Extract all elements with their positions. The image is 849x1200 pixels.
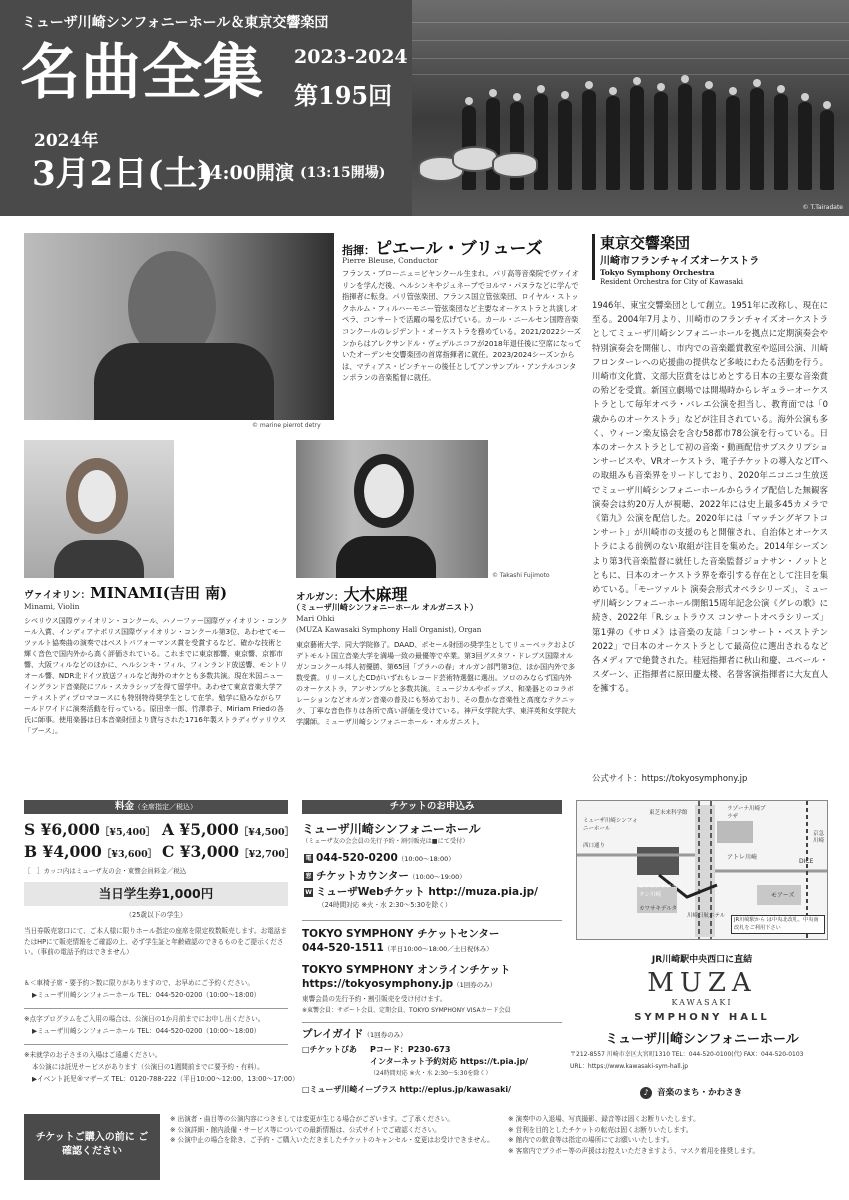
price-s-member: ［¥5,400］ [99,827,156,838]
student-desc: 当日券販売窓口にて、ご本人様に限りホール指定の座席を限定枚数販売します。お電話またはHPにて販売情報をご確認の上、必ず学生証と年齢確認のできるものをご提示ください。（事前の電話予約はできません） [24,927,287,956]
playguide-note: （1回券のみ） [363,1031,407,1039]
pricing-header [24,800,288,814]
violinist-heading [24,582,227,603]
violinist-name: MINAMI(吉田 南) [90,584,228,602]
price-c-member: ［¥2,700］ [239,849,295,860]
access-text: JR川崎駅中央西口に直結 [651,955,753,965]
map-label-keikyu: 京急川崎 [813,831,825,844]
violinist-bio: シベリウス国際ヴァイオリン・コンクール、ハノーファー国際ヴァイオリン・コンクール入賞、インディアナポリス国際ヴァイオリン・コンクール第3位、あわせてモーツァルト協奏曲の演奏ではベストパフォーマンス賞を受賞するなど、確かな技術と輝く音色で国内外から高く評価されている。これまでに東京都響、東京響、京都市響、大阪フィルなどのほかに、ヘルシンキ・フィル、フィンランド放送響、モントリオール響、NDR北ドイツ放送フィルなど海外のオケとも多数共演。現在米国ニューイングランド音楽院にフル・スカラシップを得て留学中。あわせて東京音楽大学アーティストディプロマコースにも特別特待奨学生として在学。勉学に励みながらワールドワイドに演奏活動を行っている。原田幸一郎、竹澤恭子、Miriam Friedの各氏に師事。使用楽器は日本音楽財団より貸与された1716年製ストラディヴァリウス「ブース」。 [24,617,288,735]
kids-tel: ▶イベント託児®マザーズ TEL：0120-788-222（平日10:00～12:00、13:00～17:00） [32,1075,299,1083]
header-banner [0,0,849,216]
tso-note-2: ※東響会員：サポート会員、定期会員、TOKYO SYMPHONY VISAカード会員 [302,1007,511,1014]
map-label-nikko: 川崎日航ホテル [687,913,726,919]
price-a-member: ［¥4,500］ [238,827,295,838]
pia-label: □チケットぴあ [302,1045,357,1054]
price-a [162,820,294,839]
wheelchair-icon: ♿ [24,979,30,987]
muza-tel-hours: （10:00～18:00） [397,855,455,863]
price-c-label: C ¥3,000 [162,842,240,861]
footer-note-right-4: ※ 客席内でブラボー等の声援はお控えいただきますよう、マスク着用を推奨します。 [508,1146,760,1155]
tickets-divider-1 [302,920,562,921]
map-label-mores: モアーズ [771,892,795,899]
muza-tel-number: 044-520-0200 [316,852,398,864]
student-box [24,882,288,906]
conductor-role: 指揮： [342,244,375,257]
map-label-dice: DICE [799,858,814,865]
concert-title: 名曲全集 [20,38,264,108]
pricing-title: 料金 [114,801,134,812]
map-label-lazona: ラゾーナ川崎プラザ [727,806,766,820]
footer-notes-right [508,1114,828,1156]
footer-notes-left [170,1114,500,1146]
music-note-icon: ♪ [640,1087,652,1099]
muza-web-note: （24時間対応 ※火・水 2:30～5:30を除く） [318,901,452,909]
ticket-counter [304,868,466,883]
tso-tel[interactable] [302,942,493,954]
price-b-member: ［¥3,600］ [101,849,158,860]
venue-logo: MUZA [647,968,757,998]
phone-icon: 電 [305,855,312,862]
price-b-label: B ¥4,000 [24,842,102,861]
map-label-toshiba: 東芝未来科学館 [649,810,688,816]
tso-url-link: https://tokyosymphony.jp [302,978,454,990]
concert-time: 14:00開演 [196,162,294,184]
orchestra-subtitle-en: Resident Orchestra for City of Kawasaki [600,278,744,286]
tso-url[interactable] [302,978,496,990]
pia-online[interactable]: インターネット予約対応 https://t.pia.jp/ [370,1057,529,1066]
pricing-note: （全席指定／税込） [134,803,197,811]
map-label-hotel-metro: ホテルメトロポリタン川崎 [639,884,683,898]
violinist-role: ヴァイオリン： [24,590,91,601]
orchestra-subtitle: 川崎市フランチャイズオーケストラ [600,256,760,267]
braille-tel: ▶ミューザ川崎シンフォニーホール TEL：044-520-0200（10:00～18:00） [32,1027,261,1035]
presenter-subtitle: ミューザ川崎シンフォニーホール＆東京交響楽団 [22,15,329,31]
muza-box-office: ミューザ川崎シンフォニーホール [302,822,481,836]
eplus-label[interactable]: □ミューザ川崎イープラス http://eplus.jp/kawasaki/ [302,1085,512,1094]
footer-note-right-1: ※ 演奏中の入退場、写真撮影、録音等は固くお断りいたします。 [508,1115,700,1123]
map-label-west-street: 西口通り [583,843,606,849]
city-badge [640,1080,742,1099]
organist-photo [296,440,488,578]
venue-logo-sub: KAWASAKI [671,998,733,1007]
member-price-note: ［ ］カッコ内はミューザ友の会・東響会員料金／税込 [24,867,187,875]
venue-url[interactable]: URL：https://www.kawasaki-sym-hall.jp [570,1063,689,1070]
edition-label: 第195回 [294,81,393,110]
footer-note-left-2: ※ 公演詳細・館内設備・サービス等についての最新情報は、公式サイトでご確認ください。 [170,1125,441,1134]
orchestra-bio: 1946年、東宝交響楽団として創立。1951年に改称し、現在に至る。2004年7月より、川崎市のフランチャイズオーケストラとしてミューザ川崎シンフォニーホールを拠点に定期演奏会や特別演奏会を開催し、市内での音楽鑑賞教室や巡回公演、川崎フロンターレへの応援曲の提供など多岐にわたる活動を行う。川崎市文化賞、文部大臣賞をはじめとする日本の主要な音楽賞の殆どを受賞。新国立劇場では開場時からレギュラーオーケストラとして毎年オペラ・バレエ公演を担当し、教育面では「0歳からのオーケストラ」などが注目されている。海外公演も多く、ウィーン楽友協会を含む58都市78公演を行っている。日本のオーケストラとして初の音楽・動画配信サブスクリプションサービスや、VRオーケストラ、電子チケットの導入などITへの取組みも音楽界をリードしており、2020年ニコニコ生放送でミューザ川崎シンフォニーホールからライブ配信した無観客演奏会は約20万人が視聴、2022年には史上最多45カメラで《第九》公演を配信した。2020年には「マッチングギフトコンサート」が川崎市の支援のもと開催され、自治体とオーケストラによる前例のない取組が注目を集めた。2014年シーズンより第3代音楽監督に就任した音楽監督ジョナサン・ノットとともに、日本のオーケストラ界を牽引する存在として注目を集めている。「モーツァルト 演奏会形式オペラシリーズ」、ミューザ川崎シンフォニーホール開館15周年記念公演《グレの歌》に続き、2022年「R.シュトラウス コンサートオペラシリーズ」第1弾の《サロメ》は音楽の友誌「コンサート・ベストテン2022」で日本のオーケストラとして最高位に選出されるなど各メディアで絶賛された。桂冠指揮者に秋山和慶、ユベール・スダーン、正指揮者に原田慶太楼、名誉客演指揮者に大友直人を擁する。 [592,300,828,694]
muza-web-ticket[interactable] [304,884,538,899]
orchestra-name: 東京交響楽団 [600,234,691,252]
conductor-photo [24,233,334,420]
student-subtitle: （25歳以下の学生） [125,911,187,919]
city-slogan: 音楽のまち・かわさき [657,1088,743,1098]
muza-tel[interactable] [304,852,455,864]
season-label: 2023-2024 [294,46,408,68]
ticket-counter-hours: （10:00～19:00） [408,873,466,881]
footer-note-left-3: ※ 公演中止の場合を除き、ご予約・ご購入いただきましたチケットのキャンセル・変更はお受けできません。 [170,1136,494,1144]
concert-date: 3月2日(土) [32,154,214,194]
muza-box-office-note: （ミューザ友の会会員の先行予約・割引販売は■にて受付） [302,838,469,845]
violinist-photo [24,440,174,578]
braille-note: ※点字プログラムをご入用の場合は、公演日の1か月前までにお申し出ください。 [24,1015,265,1023]
venue-name: ミューザ川崎シンフォニーホール [605,1032,799,1047]
kids-desc: 本公演には託児サービスがあります（公演日の1週間前までに要予約・有料）。 [32,1063,264,1071]
pia-code: Pコード：P230-673 [370,1045,451,1054]
ticket-counter-label: チケットカウンター [316,870,409,882]
wheelchair-text: ＜車椅子席・要予約＞数に限りがありますので、お早めにご予約ください。 [29,979,254,987]
price-a-label: A ¥5,000 [162,820,239,839]
conductor-name-en: Pierre Bleuse, Conductor [342,256,439,265]
tso-note-1: 東響会員の先行予約・割引販売を受け付けます。 [302,995,447,1003]
tso-tel-number: 044-520-1511 [302,942,384,954]
orchestra-photo [412,0,849,216]
organist-name: 大木麻理 [343,585,408,604]
student-title: 当日学生券1,000円 [98,886,214,901]
counter-icon: 窓 [305,873,312,880]
orchestra-website[interactable]: 公式サイト：https://tokyosymphony.jp [592,773,748,783]
organist-affiliation: （ミューザ川崎シンフォニーホール オルガニスト） [292,602,478,612]
conductor-name: ピエール・ブリューズ [375,239,543,259]
wheelchair-note [24,978,294,989]
price-c [162,842,294,861]
tso-ticket-center: TOKYO SYMPHONY チケットセンター [302,928,500,940]
venue-logo-sub2: SYMPHONY HALL [634,1012,770,1023]
tso-url-note: （1回券のみ） [453,981,497,989]
muza-web-ticket-label: ミューザWebチケット http://muza.pia.jp/ [316,886,538,898]
organist-bio: 東京藝術大学、同大学院修了。DAAD、ポセール財団の奨学生としてリューベックおよびデトモルト国立音楽大学を満場一致の最優等で卒業。第3回グスタフ・ドレブス国際オルガンコンクール邦人初優勝、第65回「プラハの春」オルガン部門第3位、ほか国内外で多数受賞。リリースしたCDがいずれもレコード芸術特選盤に選出。ソロのみならず国内外のオーケストラ、アンサンブルと多数共演。ミュージカルやポップス、和楽器とのコラボレーションなどオルガン音楽の普及にも努めており、その豊かな音楽性と高度なテクニック、丁寧な音色作りは各所で高い評価を受けている。神戸女学院大学、東洋英和女学院大学講師。ミューザ川崎シンフォニーホール・オルガニスト。 [296,641,576,726]
price-b [24,842,157,861]
wheelchair-tel: ▶ミューザ川崎シンフォニーホール TEL：044-520-0200（10:00～18:00） [32,991,261,999]
tickets-header: チケットのお申込み [302,800,562,814]
map-jr-note: JR川崎駅から は中央北改札、中央南改札をご利用下さい [731,915,825,934]
map-label-delta: カワサキデルタ [639,906,678,912]
footer-note-right-2: ※ 営利を目的としたチケットの転売は固くお断りいたします。 [508,1125,693,1134]
access-map [576,800,828,940]
playguide-heading [302,1026,407,1041]
playguide-label: プレイガイド [302,1028,364,1040]
pricing-divider-2 [24,1044,288,1045]
map-label-muza: ミューザ川崎シンフォニーホール [583,818,638,832]
tso-tel-hours: （平日10:00～18:00／土日祝休み） [383,945,493,953]
footer-box-text: チケットご購入の前に ご確認ください [35,1132,149,1157]
price-s [24,820,155,839]
orchestra-rule [592,234,595,280]
orchestra-name-en: Tokyo Symphony Orchestra [600,268,715,277]
price-s-label: S ¥6,000 [24,820,100,839]
conductor-photo-credit: © marine pierrot detry [252,422,321,429]
tso-online: TOKYO SYMPHONY オンラインチケット [302,964,511,976]
organist-affiliation-en: (MUZA Kawasaki Symphony Hall Organist), Organ [296,625,482,634]
venue-address: 〒212-8557 川崎市幸区大宮町1310 TEL：044-520-0100(代) FAX：044-520-0103 [570,1051,804,1058]
kids-note: ※未就学のお子さまの入場はご遠慮ください。 [24,1051,162,1059]
concert-year: 2024年 [34,131,99,151]
violinist-name-en: Minami, Violin [24,602,80,611]
tickets-divider-2 [302,1022,562,1023]
footer-box [24,1114,160,1180]
organist-name-en: Mari Ohki [296,614,335,623]
web-icon: W [305,889,312,896]
orchestra-photo-credit: © T.Tairadate [802,204,843,211]
pricing-divider-1 [24,1008,288,1009]
doors-open: (13:15開場) [300,165,386,181]
pia-online-note: （24時間対応 ※火・水 2:30～5:30を除く） [370,1070,492,1077]
conductor-bio: フランス・ブローニュ＝ビヤンクール生まれ。パリ高等音楽院でヴァイオリンを学んだ後、ヘルシンキやジュネーブでヨルマ・パヌラなどに学んで指揮者に転身。パリ管弦楽団、フランス国立管弦楽団、ロイヤル・ストックホルム・フィルハーモニー管弦楽団など主要なオーケストラと共演しオペラ、コンサートで活躍の場を広げている。カール・ニールセン国際音楽コンクールのレジデント・オーケストラを務めている。2021/2022シーズンからはアレクサンドル・ヴェデルニコフが2018年退任後に空席になっていたオーデンセ交響楽団の首席指揮者に就任。2023/2024シーズンからは、マティアス・ピンチャーの後任としてアンサンブル・アンテルコンタンポランの音楽監督に就任。 [342,269,582,383]
footer-note-right-3: ※ 館内での飲食等は指定の場所にてお願いいたします。 [508,1136,674,1144]
map-label-atre: アトレ川崎 [727,854,758,861]
organist-photo-credit: © Takashi Fujimoto [492,572,550,579]
organist-role: オルガン： [296,592,344,603]
footer-note-left-1: ※ 出演者・曲目等の公演内容につきましては変更が生じる場合がございます。ご了承ください。 [170,1115,454,1123]
